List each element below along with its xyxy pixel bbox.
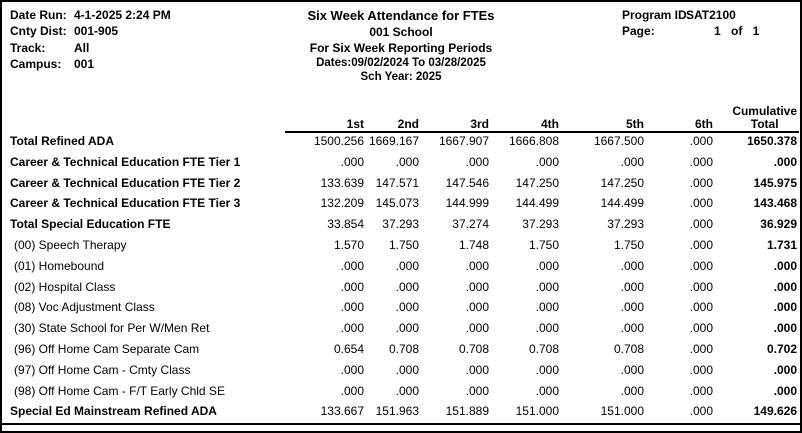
period-value-3rd: 0.708 bbox=[458, 341, 489, 356]
period-value-4th: .000 bbox=[535, 300, 559, 315]
period-value-3rd: .000 bbox=[465, 258, 489, 273]
period-value-4th: 1666.808 bbox=[508, 134, 559, 148]
table-row bbox=[2, 318, 797, 339]
period-value-6th: .000 bbox=[689, 237, 713, 252]
period-value-4th: 147.250 bbox=[515, 175, 559, 190]
period-value-5th: 151.000 bbox=[600, 404, 644, 419]
period-value-4th: 144.499 bbox=[515, 196, 559, 211]
period-value-6th: .000 bbox=[689, 217, 713, 232]
period-value-1st: 0.654 bbox=[333, 341, 364, 356]
period-value-5th: .000 bbox=[620, 362, 644, 377]
period-value-4th: 37.293 bbox=[522, 217, 559, 232]
period-value-6th: .000 bbox=[689, 383, 713, 398]
period-value-6th: .000 bbox=[689, 321, 713, 336]
period-value-4th: .000 bbox=[535, 321, 559, 336]
track-label: Track: bbox=[10, 40, 46, 55]
period-value-4th: .000 bbox=[535, 154, 559, 169]
cumulative-value: .000 bbox=[773, 362, 797, 377]
period-value-3rd: 144.999 bbox=[445, 196, 489, 211]
period-value-2nd: 37.293 bbox=[382, 217, 419, 232]
period-value-5th: .000 bbox=[620, 383, 644, 398]
column-header-5th: 5th bbox=[626, 117, 644, 131]
cumulative-header-line1: Cumulative bbox=[732, 104, 797, 118]
attendance-table bbox=[2, 100, 797, 422]
period-value-3rd: 147.546 bbox=[445, 175, 489, 190]
period-value-1st: 1500.256 bbox=[313, 134, 364, 148]
column-header-1st: 1st bbox=[346, 117, 364, 131]
row-label: (01) Homebound bbox=[14, 258, 105, 273]
table-header-row bbox=[2, 100, 797, 131]
row-label: (97) Off Home Cam - Cmty Class bbox=[14, 362, 191, 377]
period-value-6th: .000 bbox=[689, 196, 713, 211]
cumulative-value: 143.468 bbox=[753, 196, 797, 211]
period-value-1st: .000 bbox=[340, 258, 364, 273]
period-value-1st: 1.570 bbox=[333, 237, 364, 252]
period-value-3rd: .000 bbox=[465, 362, 489, 377]
program-id-value: SAT2100 bbox=[686, 8, 736, 22]
table-row bbox=[2, 214, 797, 235]
table-row bbox=[2, 173, 797, 194]
period-value-2nd: 147.571 bbox=[375, 175, 419, 190]
cumulative-value: 0.702 bbox=[766, 341, 797, 356]
program-id-row bbox=[622, 7, 759, 23]
row-label: Career & Technical Education FTE Tier 2 bbox=[10, 175, 241, 190]
table-row bbox=[2, 152, 797, 173]
cumulative-value: .000 bbox=[773, 279, 797, 294]
row-label: Special Ed Mainstream Refined ADA bbox=[10, 404, 217, 419]
table-bottom-rule bbox=[2, 423, 800, 425]
table-row bbox=[2, 235, 797, 256]
period-value-6th: .000 bbox=[689, 154, 713, 169]
school-year: Sch Year: 2025 bbox=[360, 71, 442, 83]
period-value-3rd: .000 bbox=[465, 321, 489, 336]
period-value-5th: .000 bbox=[620, 321, 644, 336]
period-value-4th: .000 bbox=[535, 383, 559, 398]
period-value-3rd: 1667.907 bbox=[438, 134, 489, 148]
period-value-2nd: 1.750 bbox=[388, 237, 419, 252]
period-value-6th: .000 bbox=[689, 341, 713, 356]
period-value-6th: .000 bbox=[689, 279, 713, 294]
period-value-5th: 144.499 bbox=[600, 196, 644, 211]
row-label: Career & Technical Education FTE Tier 1 bbox=[10, 154, 241, 169]
period-value-3rd: 37.274 bbox=[452, 217, 489, 232]
page-number-label: Page: bbox=[622, 24, 655, 39]
period-value-3rd: .000 bbox=[465, 300, 489, 315]
cumulative-value: .000 bbox=[773, 300, 797, 315]
campus-label: Campus: bbox=[10, 56, 62, 71]
period-value-2nd: 1669.167 bbox=[368, 134, 419, 148]
period-value-5th: .000 bbox=[620, 154, 644, 169]
period-value-1st: 33.854 bbox=[327, 217, 364, 232]
row-label: Total Special Education FTE bbox=[10, 217, 171, 232]
period-value-6th: .000 bbox=[689, 362, 713, 377]
period-value-5th: 0.708 bbox=[613, 341, 644, 356]
period-value-1st: 132.209 bbox=[320, 196, 364, 211]
school-name: 001 School bbox=[369, 25, 433, 39]
period-value-3rd: 1.748 bbox=[458, 237, 489, 252]
row-label: Total Refined ADA bbox=[10, 134, 114, 148]
period-value-5th: .000 bbox=[620, 258, 644, 273]
period-value-3rd: 151.889 bbox=[445, 404, 489, 419]
row-label-header-spacer bbox=[2, 100, 307, 131]
row-label: (02) Hospital Class bbox=[14, 279, 116, 294]
table-row bbox=[2, 131, 797, 152]
cumulative-total-header bbox=[732, 105, 797, 131]
cnty-dist-label: Cnty Dist: bbox=[10, 24, 67, 39]
period-value-1st: 133.667 bbox=[320, 404, 364, 419]
column-header-2nd: 2nd bbox=[397, 117, 419, 131]
table-row bbox=[2, 381, 797, 402]
table-row bbox=[2, 256, 797, 277]
table-body bbox=[2, 131, 797, 422]
cumulative-value: .000 bbox=[773, 383, 797, 398]
period-value-3rd: .000 bbox=[465, 154, 489, 169]
table-header-rule bbox=[285, 131, 799, 133]
period-value-1st: .000 bbox=[340, 321, 364, 336]
period-value-2nd: .000 bbox=[395, 279, 419, 294]
period-value-4th: .000 bbox=[535, 258, 559, 273]
row-label: (30) State School for Per W/Men Ret bbox=[14, 321, 210, 336]
column-header-3rd: 3rd bbox=[470, 117, 489, 131]
period-value-3rd: .000 bbox=[465, 279, 489, 294]
track-value: All bbox=[74, 40, 90, 55]
date-run-label: Date Run: bbox=[10, 8, 67, 22]
period-value-1st: 133.639 bbox=[320, 175, 364, 190]
period-value-5th: .000 bbox=[620, 279, 644, 294]
report-dates-range: Dates:09/02/2024 To 03/28/2025 bbox=[316, 57, 486, 69]
table-row bbox=[2, 360, 797, 381]
cumulative-value: .000 bbox=[773, 154, 797, 169]
period-value-6th: .000 bbox=[689, 258, 713, 273]
date-run-value: 4-1-2025 2:24 PM bbox=[74, 8, 171, 22]
cumulative-value: 1.731 bbox=[766, 237, 797, 252]
report-meta-right bbox=[622, 7, 759, 40]
table-row bbox=[2, 297, 797, 318]
column-header-4th: 4th bbox=[541, 117, 559, 131]
program-id-label: Program ID: bbox=[622, 8, 691, 22]
period-value-2nd: .000 bbox=[395, 321, 419, 336]
page-number-row bbox=[622, 23, 759, 39]
cumulative-value: 149.626 bbox=[753, 404, 797, 419]
period-value-6th: .000 bbox=[689, 134, 713, 148]
row-label: (08) Voc Adjustment Class bbox=[14, 300, 155, 315]
period-value-6th: .000 bbox=[689, 300, 713, 315]
period-value-2nd: .000 bbox=[395, 362, 419, 377]
period-value-2nd: .000 bbox=[395, 258, 419, 273]
column-header-6th: 6th bbox=[695, 117, 713, 131]
cumulative-value: .000 bbox=[773, 258, 797, 273]
table-row bbox=[2, 277, 797, 298]
cumulative-value: .000 bbox=[773, 321, 797, 336]
cumulative-value: 1650.378 bbox=[746, 134, 797, 148]
row-label: (00) Speech Therapy bbox=[14, 237, 127, 252]
period-value-2nd: .000 bbox=[395, 154, 419, 169]
period-value-5th: 1667.500 bbox=[593, 134, 644, 148]
table-row bbox=[2, 193, 797, 214]
cumulative-value: 36.929 bbox=[760, 217, 797, 232]
period-value-2nd: .000 bbox=[395, 383, 419, 398]
period-value-4th: 0.708 bbox=[528, 341, 559, 356]
row-label: Career & Technical Education FTE Tier 3 bbox=[10, 196, 241, 211]
row-label: (96) Off Home Cam Separate Cam bbox=[14, 341, 200, 356]
period-value-2nd: 145.073 bbox=[375, 196, 419, 211]
period-value-5th: 37.293 bbox=[607, 217, 644, 232]
cnty-dist-value: 001-905 bbox=[74, 24, 119, 39]
period-value-1st: .000 bbox=[340, 300, 364, 315]
period-value-1st: .000 bbox=[340, 383, 364, 398]
cumulative-header-line2: Total bbox=[750, 117, 779, 131]
table-row bbox=[2, 401, 797, 422]
period-value-2nd: 151.963 bbox=[375, 404, 419, 419]
period-value-3rd: .000 bbox=[465, 383, 489, 398]
period-value-4th: .000 bbox=[535, 362, 559, 377]
column-header-cumulative-total bbox=[713, 100, 797, 131]
period-value-1st: .000 bbox=[340, 279, 364, 294]
period-value-4th: .000 bbox=[535, 279, 559, 294]
period-value-1st: .000 bbox=[340, 154, 364, 169]
period-value-5th: 147.250 bbox=[600, 175, 644, 190]
period-value-2nd: .000 bbox=[395, 300, 419, 315]
period-value-1st: .000 bbox=[340, 362, 364, 377]
period-value-6th: .000 bbox=[689, 175, 713, 190]
cumulative-value: 145.975 bbox=[753, 175, 797, 190]
period-value-6th: .000 bbox=[689, 404, 713, 419]
period-value-5th: 1.750 bbox=[613, 237, 644, 252]
table-row bbox=[2, 339, 797, 360]
campus-value: 001 bbox=[74, 56, 95, 71]
report-subtitle: For Six Week Reporting Periods bbox=[309, 41, 493, 55]
page-number-value: 1 of 1 bbox=[714, 24, 760, 39]
row-label: (98) Off Home Cam - F/T Early Chld SE bbox=[14, 383, 225, 398]
period-value-5th: .000 bbox=[620, 300, 644, 315]
period-value-4th: 151.000 bbox=[515, 404, 559, 419]
report-title: Six Week Attendance for FTEs bbox=[307, 8, 495, 23]
period-value-4th: 1.750 bbox=[528, 237, 559, 252]
period-value-2nd: 0.708 bbox=[388, 341, 419, 356]
